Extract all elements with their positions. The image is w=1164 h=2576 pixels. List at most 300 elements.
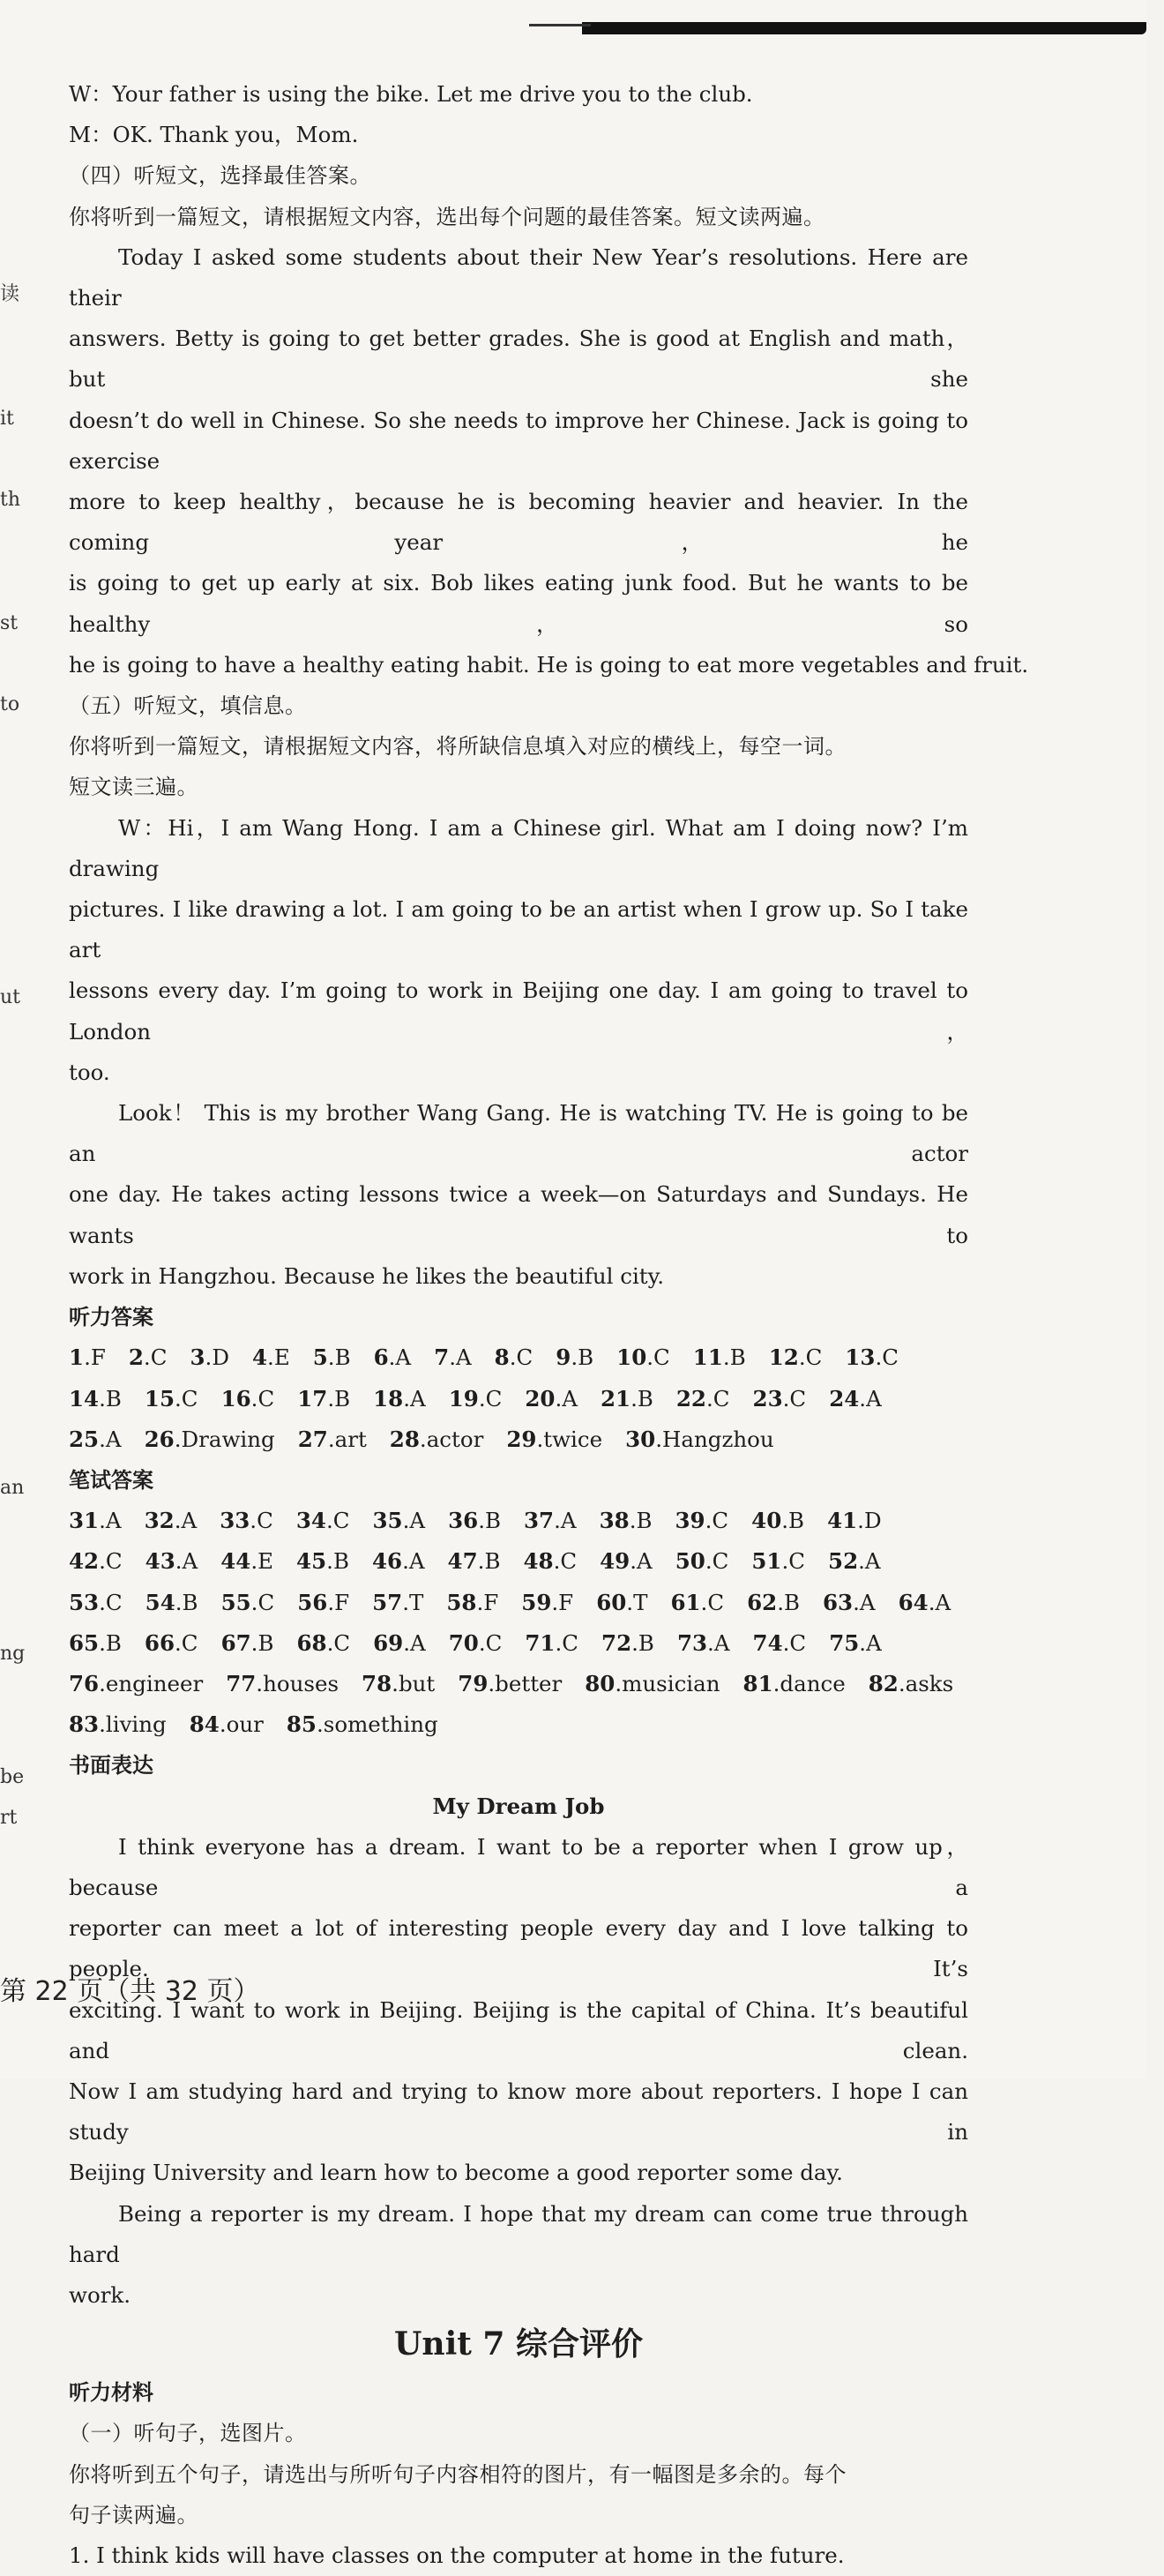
answer-number: 39 bbox=[675, 1508, 705, 1534]
passage-line: work in Hangzhou. Because he likes the beautiful city. bbox=[69, 1262, 665, 1289]
answer-item bbox=[525, 1623, 578, 1664]
answer-number: 77 bbox=[226, 1670, 257, 1696]
answer-number: 55 bbox=[220, 1589, 251, 1615]
answer-value: .C bbox=[798, 1344, 823, 1371]
answer-item bbox=[373, 1623, 426, 1664]
written-answers-title: 笔试答案 bbox=[69, 1467, 153, 1493]
answer-item bbox=[616, 1337, 670, 1378]
answer-value: .B bbox=[722, 1344, 746, 1371]
answer-item bbox=[220, 1541, 273, 1582]
answer-value: .C bbox=[175, 1629, 198, 1656]
answer-value: .C bbox=[250, 1589, 275, 1615]
answer-value: .B bbox=[478, 1508, 501, 1534]
answer-number: 38 bbox=[599, 1508, 630, 1534]
answer-item bbox=[751, 1541, 805, 1582]
answer-item bbox=[434, 1337, 472, 1378]
answer-number: 74 bbox=[752, 1629, 783, 1656]
answer-number: 11 bbox=[692, 1344, 723, 1371]
passage-line: pictures. I like drawing a lot. I am going to be an artist when I grow up. So I take art bbox=[69, 896, 968, 963]
answer-item bbox=[753, 1623, 807, 1664]
answer-value: .C bbox=[646, 1344, 670, 1371]
answer-number: 51 bbox=[751, 1548, 782, 1575]
answer-number: 70 bbox=[448, 1629, 479, 1656]
answer-value: .B bbox=[327, 1385, 351, 1412]
answer-number: 68 bbox=[296, 1629, 327, 1656]
answer-item bbox=[297, 1583, 349, 1623]
section-1-title: （一）听句子，选图片。 bbox=[69, 2421, 307, 2446]
answer-value: .C bbox=[509, 1344, 534, 1371]
answer-number: 49 bbox=[600, 1548, 630, 1575]
answer-number: 16 bbox=[220, 1385, 251, 1412]
answer-number: 1 bbox=[69, 1344, 85, 1371]
answer-item bbox=[373, 1501, 426, 1541]
answer-number: 15 bbox=[144, 1385, 175, 1412]
answer-value: .A bbox=[99, 1426, 122, 1452]
answer-value: .A bbox=[403, 1385, 426, 1412]
answer-item bbox=[373, 1379, 426, 1419]
answer-value: .A bbox=[853, 1589, 876, 1615]
answer-number: 24 bbox=[829, 1385, 860, 1412]
answer-number: 9 bbox=[556, 1344, 571, 1371]
answer-item bbox=[296, 1623, 350, 1664]
answer-number: 46 bbox=[371, 1548, 403, 1575]
answer-value: .B bbox=[571, 1344, 594, 1371]
answer-value: .C bbox=[478, 1629, 503, 1656]
section-5-instruction: 短文读三遍。 bbox=[69, 775, 198, 800]
answer-item bbox=[69, 1419, 122, 1460]
essay-line: work. bbox=[69, 2281, 131, 2308]
answer-number: 28 bbox=[389, 1426, 420, 1452]
answer-number: 63 bbox=[823, 1589, 854, 1615]
answer-item bbox=[524, 1501, 577, 1541]
essay-line: Being a reporter is my dream. I hope that my dream can come true through hard bbox=[69, 2200, 968, 2267]
passage-line: doesn’t do well in Chinese. So she needs to improve her Chinese. Jack is going to exercise bbox=[69, 407, 968, 474]
answer-item bbox=[495, 1337, 534, 1378]
passage-line: more to keep healthy，because he is becoming heavier and heavier. In the coming year，he bbox=[69, 489, 968, 556]
answer-item bbox=[252, 1337, 290, 1378]
passage-line: he is going to have a healthy eating habit. He is going to eat more vegetables and fruit. bbox=[69, 651, 1029, 678]
answer-value: .E bbox=[267, 1344, 290, 1371]
answer-item bbox=[675, 1501, 729, 1541]
answer-value: .Hangzhou bbox=[655, 1426, 774, 1452]
answer-item bbox=[69, 1501, 122, 1541]
essay-line: Now I am studying hard and trying to know more about reporters. I hope I can study in bbox=[69, 2078, 968, 2145]
listening-answer-row bbox=[69, 1419, 968, 1460]
answer-number: 72 bbox=[601, 1629, 632, 1656]
answer-item bbox=[829, 1623, 882, 1664]
answer-number: 62 bbox=[747, 1589, 778, 1615]
answer-value: .C bbox=[175, 1385, 198, 1412]
answer-number: 6 bbox=[373, 1344, 389, 1371]
answer-number: 26 bbox=[144, 1426, 175, 1452]
answer-number: 54 bbox=[145, 1589, 175, 1615]
written-answer-row bbox=[69, 1541, 968, 1582]
answer-value: .A bbox=[175, 1548, 198, 1575]
page-footer: 第 22 页（共 32 页） bbox=[0, 1976, 260, 2007]
answer-number: 47 bbox=[447, 1548, 478, 1575]
answer-value: .C bbox=[326, 1629, 351, 1656]
answer-item bbox=[823, 1583, 876, 1623]
section-4-title: （四）听短文，选择最佳答案。 bbox=[69, 163, 371, 189]
answer-number: 13 bbox=[845, 1344, 876, 1371]
answer-value: .C bbox=[705, 1385, 730, 1412]
answer-value: .B bbox=[630, 1385, 653, 1412]
answer-item bbox=[828, 1541, 881, 1582]
answer-number: 65 bbox=[69, 1629, 100, 1656]
answer-number: 84 bbox=[189, 1711, 220, 1738]
answer-item bbox=[845, 1337, 899, 1378]
dialogue-line: M：OK. Thank you，Mom. bbox=[69, 122, 359, 148]
answer-item bbox=[145, 1623, 198, 1664]
answer-value: .C bbox=[99, 1548, 123, 1575]
answer-value: .C bbox=[250, 1385, 275, 1412]
answer-item bbox=[296, 1541, 349, 1582]
answer-number: 2 bbox=[128, 1344, 144, 1371]
answer-number: 37 bbox=[524, 1508, 555, 1534]
answer-value: .F bbox=[327, 1589, 350, 1615]
answer-item bbox=[601, 1623, 654, 1664]
answer-value: .C bbox=[781, 1548, 806, 1575]
answer-value: .A bbox=[402, 1548, 425, 1575]
answer-item bbox=[675, 1541, 729, 1582]
answer-item bbox=[446, 1583, 498, 1623]
passage-line: too. bbox=[69, 1059, 110, 1085]
answer-item bbox=[523, 1541, 577, 1582]
essay-title: My Dream Job bbox=[432, 1793, 605, 1819]
answer-item bbox=[372, 1583, 423, 1623]
answer-number: 64 bbox=[898, 1589, 929, 1615]
answer-number: 53 bbox=[69, 1589, 100, 1615]
answer-item bbox=[743, 1664, 846, 1704]
answer-item bbox=[769, 1337, 823, 1378]
answer-value: .A bbox=[449, 1344, 472, 1371]
passage-line: is going to get up early at six. Bob likes eating junk food. But he wants to be healthy，so bbox=[69, 570, 968, 637]
answer-item bbox=[226, 1664, 339, 1704]
answer-value: .art bbox=[327, 1426, 367, 1452]
answer-number: 48 bbox=[523, 1548, 554, 1575]
answer-value: .B bbox=[477, 1548, 501, 1575]
answer-number: 25 bbox=[69, 1426, 100, 1452]
answer-item bbox=[827, 1501, 882, 1541]
listening-answers-title: 听力答案 bbox=[69, 1305, 153, 1330]
margin-fragment: it bbox=[0, 408, 14, 430]
answer-value: .Drawing bbox=[174, 1426, 275, 1452]
answer-value: .A bbox=[554, 1508, 577, 1534]
answer-item bbox=[298, 1419, 367, 1460]
answer-value: .B bbox=[781, 1508, 805, 1534]
answer-item bbox=[506, 1419, 602, 1460]
passage-line: W：Hi，I am Wang Hong. I am a Chinese girl. What am I doing now? I’m drawing bbox=[69, 814, 968, 881]
answer-value: .B bbox=[631, 1629, 654, 1656]
answer-value: .B bbox=[99, 1629, 122, 1656]
answer-item bbox=[600, 1541, 653, 1582]
answer-item bbox=[69, 1583, 123, 1623]
answer-number: 31 bbox=[69, 1508, 100, 1534]
answer-value: .A bbox=[388, 1344, 412, 1371]
answer-value: .A bbox=[859, 1385, 882, 1412]
answer-item bbox=[220, 1501, 273, 1541]
answer-item bbox=[145, 1379, 198, 1419]
answer-value: .B bbox=[326, 1548, 349, 1575]
passage-line: Look！ This is my brother Wang Gang. He is watching TV. He is going to be an actor bbox=[69, 1100, 968, 1167]
answer-number: 27 bbox=[297, 1426, 328, 1452]
answer-item bbox=[362, 1664, 435, 1704]
written-answer-row bbox=[69, 1664, 968, 1704]
answer-value: .living bbox=[99, 1711, 167, 1738]
answer-item bbox=[69, 1704, 167, 1745]
answer-item bbox=[146, 1541, 198, 1582]
answer-number: 21 bbox=[600, 1385, 631, 1412]
answer-number: 76 bbox=[69, 1670, 100, 1696]
answer-item bbox=[69, 1379, 122, 1419]
answer-item bbox=[449, 1623, 503, 1664]
answer-number: 52 bbox=[828, 1548, 859, 1575]
answer-number: 4 bbox=[251, 1344, 268, 1371]
answer-value: .T bbox=[626, 1589, 648, 1615]
essay-line: reporter can meet a lot of interesting people every day and I love talking to people. It’s bbox=[69, 1915, 968, 1982]
writing-title: 书面表达 bbox=[69, 1753, 153, 1778]
answer-item bbox=[899, 1583, 951, 1623]
answer-item bbox=[869, 1664, 954, 1704]
listening-answer-row bbox=[69, 1337, 968, 1378]
answer-value: .F bbox=[476, 1589, 499, 1615]
margin-fragment: th bbox=[0, 489, 21, 511]
answer-item bbox=[670, 1583, 724, 1623]
answer-value: .B bbox=[99, 1385, 122, 1412]
passage-line: lessons every day. I’m going to work in Beijing one day. I am going to travel to London， bbox=[69, 977, 968, 1045]
answer-number: 82 bbox=[868, 1670, 899, 1696]
main-content bbox=[69, 74, 1029, 2576]
answer-number: 42 bbox=[69, 1548, 100, 1575]
answer-number: 3 bbox=[190, 1344, 205, 1371]
margin-fragment: ng bbox=[0, 1643, 26, 1665]
answer-item bbox=[390, 1419, 484, 1460]
written-answer-row bbox=[69, 1501, 968, 1541]
section-5-instruction: 你将听到一篇短文，请根据短文内容，将所缺信息填入对应的横线上，每空一词。 bbox=[69, 734, 847, 760]
margin-fragment: rt bbox=[0, 1807, 18, 1829]
answer-item bbox=[596, 1583, 647, 1623]
answer-item bbox=[458, 1664, 562, 1704]
answer-value: .A bbox=[928, 1589, 951, 1615]
answer-value: .C bbox=[478, 1385, 503, 1412]
answer-value: .B bbox=[250, 1629, 274, 1656]
answer-value: .A bbox=[707, 1629, 730, 1656]
answer-value: .A bbox=[99, 1508, 122, 1534]
answer-value: .C bbox=[553, 1548, 578, 1575]
top-rule bbox=[582, 22, 1146, 34]
answer-value: .A bbox=[555, 1385, 578, 1412]
answer-value: .C bbox=[700, 1589, 725, 1615]
answer-value: .twice bbox=[536, 1426, 603, 1452]
answer-item bbox=[221, 1623, 274, 1664]
answer-number: 8 bbox=[494, 1344, 510, 1371]
answer-number: 10 bbox=[616, 1344, 647, 1371]
answer-value: .A bbox=[630, 1548, 653, 1575]
answer-value: .asks bbox=[898, 1670, 954, 1696]
answer-item bbox=[521, 1583, 573, 1623]
answer-value: .F bbox=[84, 1344, 106, 1371]
answer-number: 79 bbox=[458, 1670, 489, 1696]
answer-value: .something bbox=[316, 1711, 438, 1738]
answer-value: .but bbox=[392, 1670, 436, 1696]
answer-value: .D bbox=[205, 1344, 229, 1371]
answer-item bbox=[676, 1379, 730, 1419]
answer-number: 67 bbox=[220, 1629, 251, 1656]
answer-number: 71 bbox=[525, 1629, 556, 1656]
section-1-instruction: 句子读两遍。 bbox=[69, 2502, 198, 2527]
answer-number: 34 bbox=[295, 1508, 326, 1534]
answer-item bbox=[625, 1419, 774, 1460]
passage-line: Today I asked some students about their New Year’s resolutions. Here are their bbox=[69, 243, 968, 311]
passage-line: answers. Betty is going to get better grades. She is good at English and math，but she bbox=[69, 326, 968, 393]
answer-value: .C bbox=[782, 1385, 807, 1412]
margin-fragment: st bbox=[0, 612, 19, 634]
answer-item bbox=[145, 1501, 198, 1541]
essay-line: I think everyone has a dream. I want to be a reporter when I grow up，because a bbox=[69, 1833, 968, 1900]
dialogue-line: W：Your father is using the bike. Let me drive you to the club. bbox=[69, 81, 753, 107]
answer-number: 44 bbox=[220, 1548, 251, 1575]
answer-value: .F bbox=[551, 1589, 574, 1615]
answer-value: .C bbox=[250, 1508, 273, 1534]
answer-number: 59 bbox=[521, 1589, 552, 1615]
answer-item bbox=[829, 1379, 882, 1419]
answer-item bbox=[448, 1541, 501, 1582]
answer-value: .C bbox=[555, 1629, 579, 1656]
essay-line: exciting. I want to work in Beijing. Beijing is the capital of China. It’s beautiful and clean. bbox=[69, 1996, 968, 2063]
unit-title: Unit 7 综合评价 bbox=[394, 2325, 643, 2363]
answer-value: .C bbox=[143, 1344, 168, 1371]
passage-line: one day. He takes acting lessons twice a week—on Saturdays and Sundays. He wants to bbox=[69, 1181, 968, 1248]
written-answer-row bbox=[69, 1583, 968, 1623]
answer-number: 69 bbox=[373, 1629, 404, 1656]
answer-number: 33 bbox=[220, 1508, 250, 1534]
answer-number: 18 bbox=[373, 1385, 404, 1412]
answer-number: 12 bbox=[768, 1344, 799, 1371]
answer-value: .T bbox=[402, 1589, 424, 1615]
answer-item bbox=[313, 1337, 351, 1378]
answer-number: 58 bbox=[446, 1589, 477, 1615]
answer-value: .B bbox=[777, 1589, 800, 1615]
answer-value: .B bbox=[175, 1589, 198, 1615]
answer-item bbox=[585, 1664, 720, 1704]
answer-number: 7 bbox=[434, 1344, 450, 1371]
answer-number: 66 bbox=[144, 1629, 175, 1656]
section-5-title: （五）听短文，填信息。 bbox=[69, 693, 307, 719]
answer-value: .A bbox=[858, 1548, 881, 1575]
section-1-instruction: 你将听到五个句子，请选出与所听句子内容相符的图片，有一幅图是多余的。每个 bbox=[69, 2461, 847, 2487]
answer-number: 20 bbox=[525, 1385, 556, 1412]
answer-item bbox=[525, 1379, 578, 1419]
answer-item bbox=[556, 1337, 593, 1378]
answer-value: .engineer bbox=[99, 1670, 204, 1696]
material-title: 听力材料 bbox=[69, 2380, 153, 2406]
answer-number: 56 bbox=[297, 1589, 328, 1615]
answer-value: .E bbox=[250, 1548, 274, 1575]
answer-item bbox=[221, 1379, 275, 1419]
answer-number: 17 bbox=[297, 1385, 328, 1412]
answer-value: .C bbox=[705, 1548, 729, 1575]
answer-number: 14 bbox=[69, 1385, 100, 1412]
answer-number: 81 bbox=[742, 1670, 773, 1696]
answer-value: .better bbox=[488, 1670, 563, 1696]
listening-answer-row bbox=[69, 1379, 968, 1419]
margin-fragment: be bbox=[0, 1766, 25, 1788]
answer-item bbox=[145, 1419, 275, 1460]
answer-number: 61 bbox=[670, 1589, 701, 1615]
answer-item bbox=[221, 1583, 275, 1623]
answer-value: .A bbox=[403, 1629, 426, 1656]
answer-number: 78 bbox=[362, 1670, 392, 1696]
answer-item bbox=[297, 1379, 350, 1419]
answer-item bbox=[129, 1337, 168, 1378]
answer-item bbox=[751, 1501, 804, 1541]
answer-number: 43 bbox=[145, 1548, 175, 1575]
margin-fragment: ut bbox=[0, 986, 21, 1008]
answer-number: 19 bbox=[448, 1385, 479, 1412]
answer-value: .C bbox=[705, 1508, 729, 1534]
answer-item bbox=[146, 1583, 198, 1623]
margin-fragment: 读 bbox=[0, 283, 20, 305]
answer-value: .A bbox=[174, 1508, 198, 1534]
answer-item bbox=[69, 1337, 106, 1378]
answer-item bbox=[372, 1541, 425, 1582]
answer-number: 40 bbox=[751, 1508, 782, 1534]
answer-item bbox=[190, 1704, 264, 1745]
answer-number: 36 bbox=[448, 1508, 479, 1534]
answer-number: 29 bbox=[506, 1426, 537, 1452]
section-4-instruction: 你将听到一篇短文，请根据短文内容，选出每个问题的最佳答案。短文读两遍。 bbox=[69, 204, 825, 229]
answer-value: .A bbox=[859, 1629, 882, 1656]
answer-item bbox=[69, 1541, 123, 1582]
answer-item bbox=[448, 1501, 501, 1541]
answer-number: 5 bbox=[312, 1344, 328, 1371]
answer-item bbox=[693, 1337, 746, 1378]
answer-number: 23 bbox=[752, 1385, 783, 1412]
answer-item bbox=[449, 1379, 503, 1419]
answer-item bbox=[601, 1379, 653, 1419]
written-answer-row bbox=[69, 1623, 968, 1664]
answer-item bbox=[374, 1337, 412, 1378]
answer-number: 73 bbox=[676, 1629, 708, 1656]
answer-value: .D bbox=[857, 1508, 882, 1534]
answer-item bbox=[69, 1664, 203, 1704]
answer-number: 35 bbox=[372, 1508, 403, 1534]
answer-value: .musician bbox=[615, 1670, 720, 1696]
answer-number: 80 bbox=[585, 1670, 616, 1696]
answer-value: .C bbox=[99, 1589, 123, 1615]
answer-item bbox=[677, 1623, 730, 1664]
answer-item bbox=[747, 1583, 800, 1623]
answer-value: .B bbox=[327, 1344, 351, 1371]
answer-value: .C bbox=[875, 1344, 899, 1371]
answer-number: 41 bbox=[827, 1508, 858, 1534]
margin-fragment: to bbox=[0, 693, 20, 715]
answer-number: 30 bbox=[625, 1426, 656, 1452]
answer-value: .houses bbox=[256, 1670, 340, 1696]
answer-value: .A bbox=[402, 1508, 426, 1534]
answer-item bbox=[69, 1623, 122, 1664]
answer-value: .dance bbox=[772, 1670, 846, 1696]
answer-item bbox=[296, 1501, 350, 1541]
answer-number: 60 bbox=[596, 1589, 627, 1615]
answer-item bbox=[600, 1501, 653, 1541]
written-answer-row bbox=[69, 1704, 968, 1745]
essay-line: Beijing University and learn how to become a good reporter some day. bbox=[69, 2160, 843, 2186]
answer-number: 45 bbox=[296, 1548, 327, 1575]
answer-number: 85 bbox=[286, 1711, 317, 1738]
answer-number: 83 bbox=[69, 1711, 100, 1738]
answer-item bbox=[287, 1704, 438, 1745]
